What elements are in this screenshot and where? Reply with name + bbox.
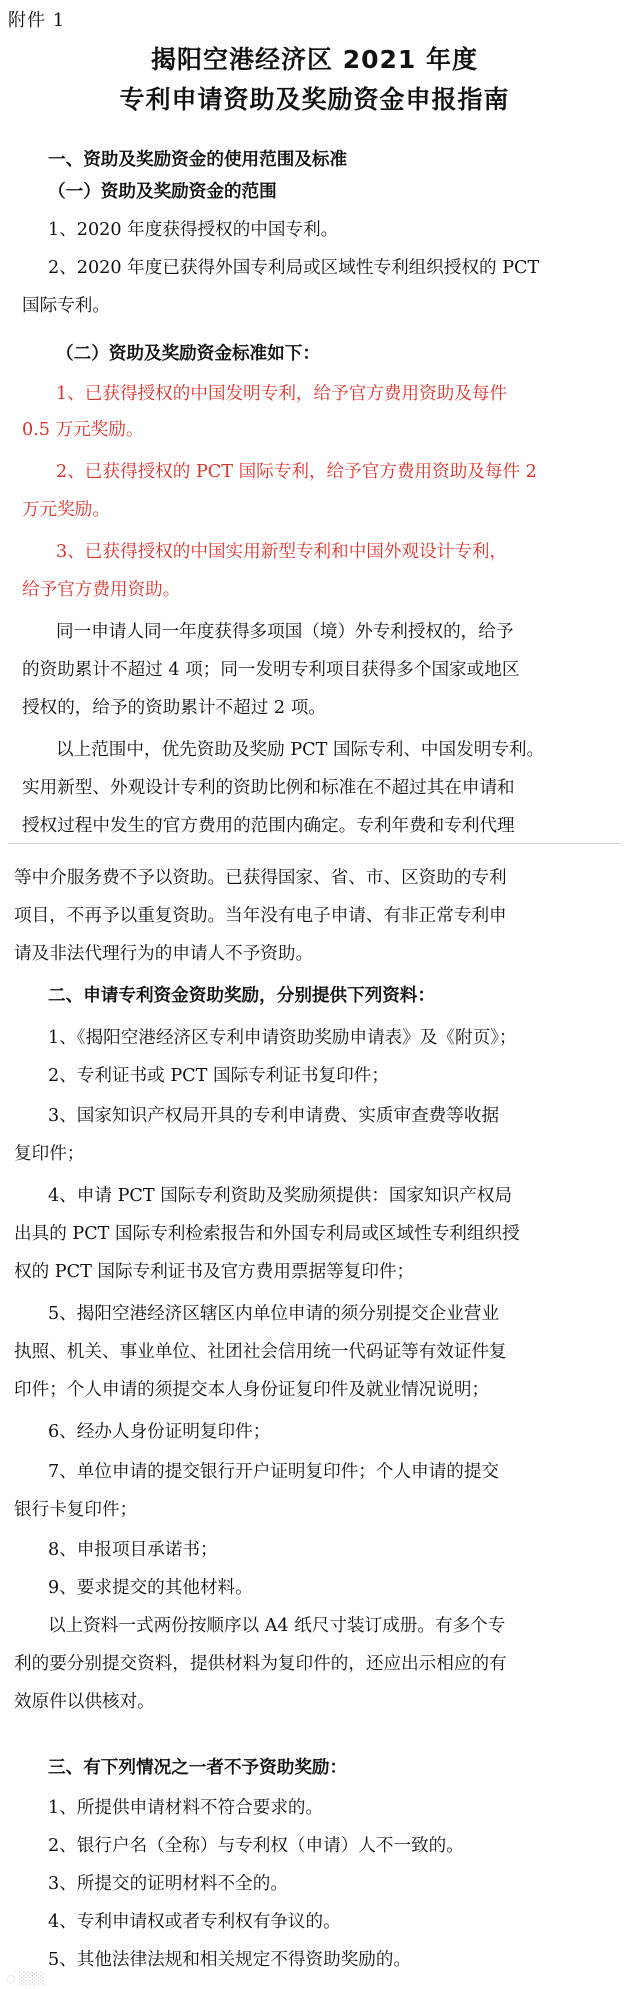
material-item: 7、单位申请的提交银行开户证明复印件；个人申请的提交 [48, 1462, 500, 1482]
paragraph-line: 的资助累计不超过 4 项；同一发明专利项目获得多个国家或地区 [22, 660, 520, 680]
section-2-heading: 二、申请专利资金资助奖励，分别提供下列资料： [48, 986, 436, 1006]
standard-item: 2、已获得授权的 PCT 国际专利，给予官方费用资助及每件 2 [56, 462, 537, 482]
standard-item: 给予官方费用资助。 [22, 580, 181, 600]
paragraph-line: 实用新型、外观设计专利的资助比例和标准在不超过其在申请和 [22, 778, 515, 798]
material-item: 银行卡复印件； [14, 1500, 138, 1520]
sub-1-item: 1、2020 年度获得授权的中国专利。 [48, 220, 339, 240]
material-item: 权的 PCT 国际专利证书及官方费用票据等复印件； [14, 1262, 415, 1282]
page-break-divider [8, 843, 621, 844]
standard-item: 1、已获得授权的中国发明专利，给予官方费用资助及每件 [56, 384, 508, 404]
exclusion-item: 2、银行户名（全称）与专利权（申请）人不一致的。 [48, 1836, 464, 1856]
standard-item: 3、已获得授权的中国实用新型专利和中国外观设计专利， [56, 542, 508, 562]
paragraph-line: 同一申请人同一年度获得多项国（境）外专利授权的，给予 [56, 622, 514, 642]
exclusion-item: 5、其他法律法规和相关规定不得资助奖励的。 [48, 1950, 412, 1970]
section-3-heading: 三、有下列情况之一者不予资助奖励： [48, 1758, 348, 1778]
exclusion-item: 1、所提供申请材料不符合要求的。 [48, 1798, 324, 1818]
standard-item: 0.5 万元奖励。 [22, 420, 144, 440]
material-item: 2、专利证书或 PCT 国际专利证书复印件； [48, 1066, 389, 1086]
paragraph-line: 授权的，给予的资助累计不超过 2 项。 [22, 698, 326, 718]
paragraph-line: 授权过程中发生的官方费用的范围内确定。专利年费和专利代理 [22, 816, 515, 836]
title-line-2: 专利申请资助及奖励资金申报指南 [119, 85, 510, 114]
paragraph-line: 等中介服务费不予以资助。已获得国家、省、市、区资助的专利 [14, 868, 507, 888]
material-item: 执照、机关、事业单位、社团社会信用统一代码证等有效证件复 [14, 1342, 507, 1362]
section-1-heading: 一、资助及奖励资金的使用范围及标准 [48, 150, 348, 170]
exclusion-item: 3、所提交的证明材料不全的。 [48, 1874, 288, 1894]
sub-2-heading: （二）资助及奖励资金标准如下： [56, 344, 320, 364]
note-line: 利的要分别提交资料，提供材料为复印件的，还应出示相应的有 [14, 1654, 507, 1674]
material-item: 复印件； [14, 1144, 85, 1164]
paragraph-line: 以上范围中，优先资助及奖励 PCT 国际专利、中国发明专利。 [56, 740, 545, 760]
material-item: 4、申请 PCT 国际专利资助及奖励须提供：国家知识产权局 [48, 1186, 513, 1206]
standard-item: 万元奖励。 [22, 500, 110, 520]
paragraph-line: 项目，不再予以重复资助。当年没有电子申请、有非正常专利申 [14, 906, 507, 926]
material-item: 8、申报项目承诺书； [48, 1540, 218, 1560]
sub-1-heading: （一）资助及奖励资金的范围 [48, 182, 277, 202]
paragraph-line: 请及非法代理行为的申请人不予资助。 [14, 944, 314, 964]
material-item: 5、揭阳空港经济区辖区内单位申请的须分别提交企业营业 [48, 1304, 500, 1324]
watermark-logo: ◌ ░░░ [6, 1972, 45, 1985]
exclusion-item: 4、专利申请权或者专利权有争议的。 [48, 1912, 341, 1932]
material-item: 出具的 PCT 国际专利检索报告和外国专利局或区域性专利组织授 [14, 1224, 520, 1244]
note-line: 效原件以供核对。 [14, 1692, 155, 1712]
attachment-label: 附件 1 [8, 10, 66, 31]
material-item: 印件；个人申请的须提交本人身份证复印件及就业情况说明； [14, 1380, 490, 1400]
material-item: 6、经办人身份证明复印件； [48, 1422, 271, 1442]
title-line-1: 揭阳空港经济区 2021 年度 [151, 45, 478, 74]
sub-1-item: 国际专利。 [22, 296, 110, 316]
material-item: 3、国家知识产权局开具的专利申请费、实质审查费等收据 [48, 1106, 500, 1126]
sub-1-item: 2、2020 年度已获得外国专利局或区域性专利组织授权的 PCT [48, 258, 540, 278]
material-item: 9、要求提交的其他材料。 [48, 1578, 253, 1598]
material-item: 1、《揭阳空港经济区专利申请资助奖励申请表》及《附页》； [48, 1028, 517, 1048]
note-line: 以上资料一式两份按顺序以 A4 纸尺寸装订成册。有多个专 [48, 1616, 506, 1636]
